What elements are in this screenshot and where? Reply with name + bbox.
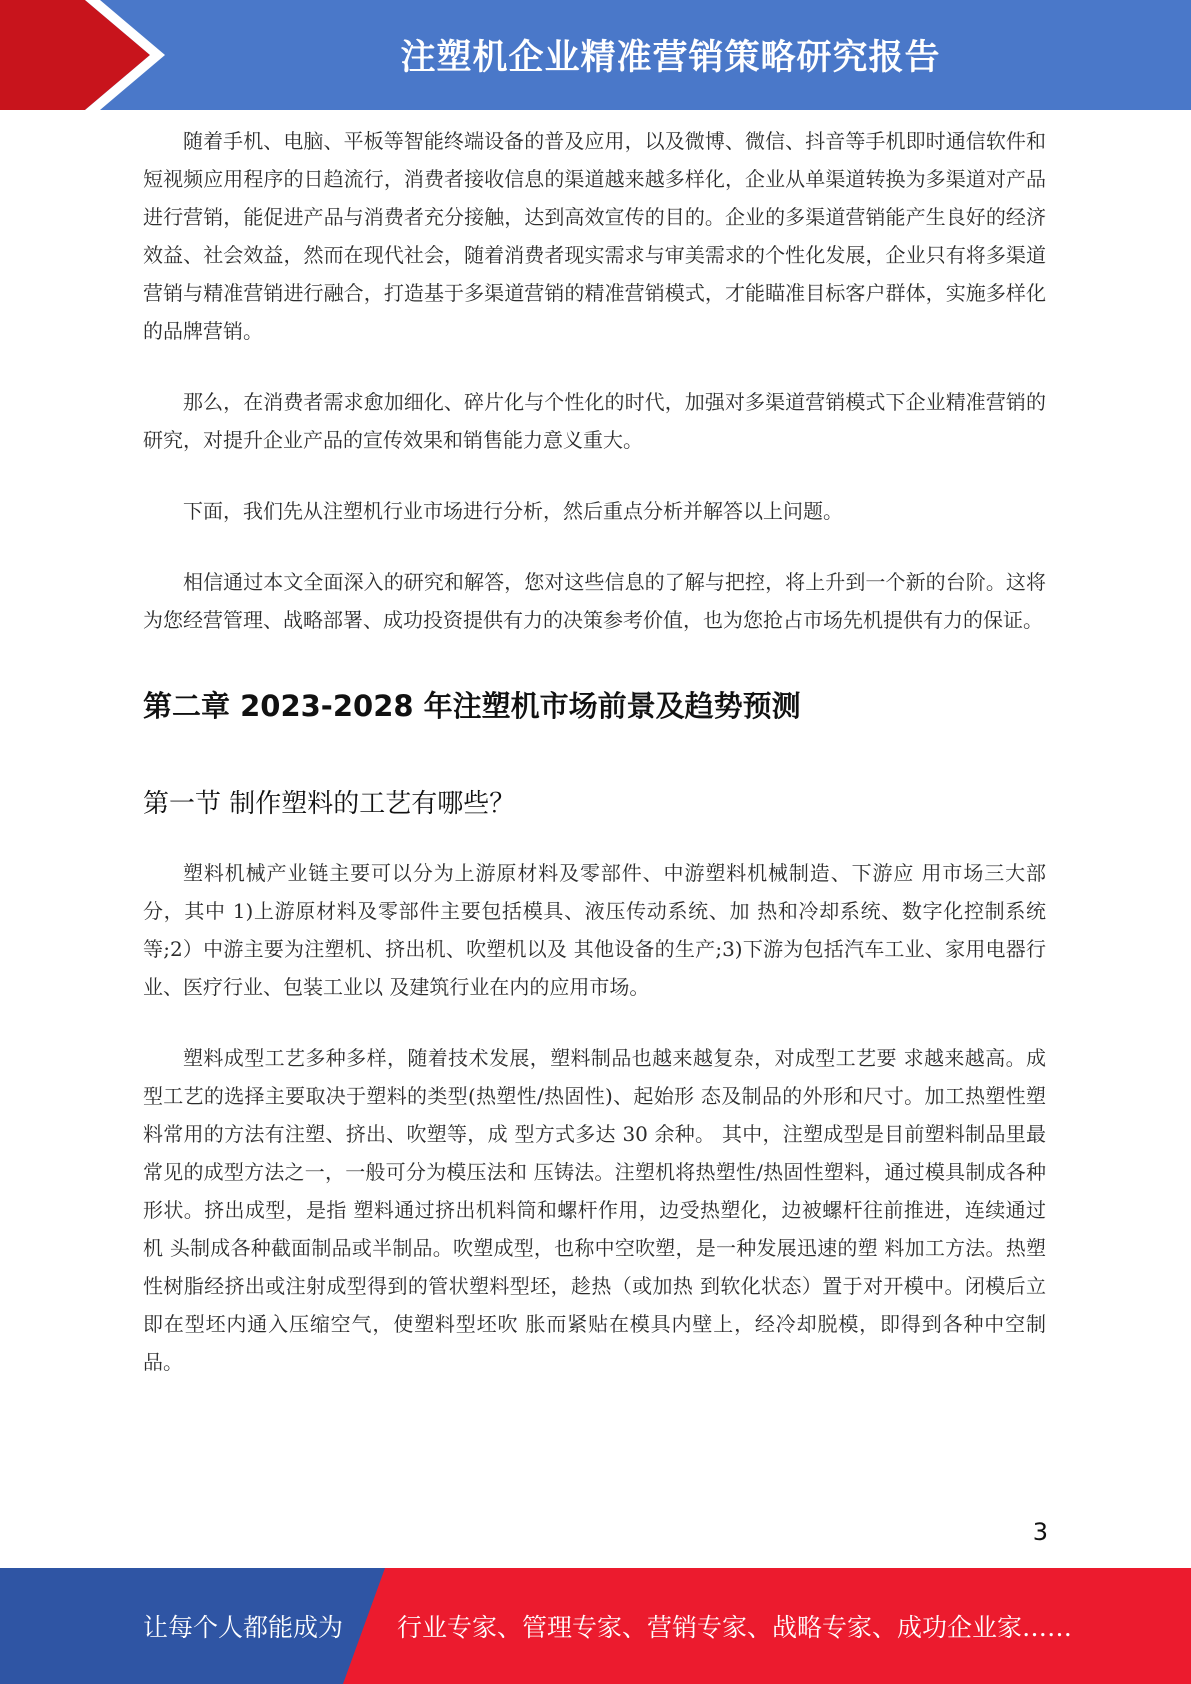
page-number: 3 [1032,1518,1048,1546]
page-header [0,0,1191,110]
intro-paragraph-4: 相信通过本文全面深入的研究和解答，您对这些信息的了解与把控，将上升到一个新的台阶。这将为您经营管理、战略部署、成功投资提供有力的决策参考价值，也为您抢占市场先机提供有力的保证。 [143,570,1046,632]
intro-paragraph-2: 那么，在消费者需求愈加细化、碎片化与个性化的时代，加强对多渠道营销模式下企业精准营销的研究，对提升企业产品的宣传效果和销售能力意义重大。 [143,390,1046,452]
section-paragraph-1: 塑料机械产业链主要可以分为上游原材料及零部件、中游塑料机械制造、下游应 用市场三大部分，其中 1)上游原材料及零部件主要包括模具、液压传动系统、加 热和冷却系统、数字化控制系统等;2）中游主要为注塑机、挤出机、吹塑机以及 其他设备的生产;3)下游为包括汽车工业、家用电器行业、医疗行业、包装工业以 及建筑行业在内的应用市场。 [143,861,1046,999]
page-footer [0,1568,1191,1684]
report-title: 注塑机企业精准营销策略研究报告 [400,38,941,78]
intro-paragraph-1: 随着手机、电脑、平板等智能终端设备的普及应用，以及微博、微信、抖音等手机即时通信软件和短视频应用程序的日趋流行，消费者接收信息的渠道越来越多样化，企业从单渠道转换为多渠道对产品进行营销，能促进产品与消费者充分接触，达到高效宣传的目的。企业的多渠道营销能产生良好的经济效益、社会效益，然而在现代社会，随着消费者现实需求与审美需求的个性化发展，企业只有将多渠道营销与精准营销进行融合，打造基于多渠道营销的精准营销模式，才能瞄准目标客户群体，实施多样化的品牌营销。 [143,129,1046,343]
footer-slogan-right: 行业专家、管理专家、营销专家、战略专家、成功企业家…… [397,1613,1073,1642]
section-paragraph-2: 塑料成型工艺多种多样，随着技术发展，塑料制品也越来越复杂，对成型工艺要 求越来越高。成型工艺的选择主要取决于塑料的类型(热塑性/热固性)、起始形 态及制品的外形和尺寸。加工热塑性塑料常用的方法有注塑、挤出、吹塑等，成 型方式多达 30 余种。 其中，注塑成型是目前塑料制品里最常见的成型方法之一，一般可分为模压法和 压铸法。注塑机将热塑性/热固性塑料，通过模具制成各种形状。挤出成型，是指 塑料通过挤出机料筒和螺杆作用，边受热塑化，边被螺杆往前推进，连续通过机 头制成各种截面制品或半制品。吹塑成型，也称中空吹塑，是一种发展迅速的塑 料加工方法。热塑性树脂经挤出或注射成型得到的管状塑料型坯，趁热（或加热 到软化状态）置于对开模中。闭模后立即在型坯内通入压缩空气，使塑料型坯吹 胀而紧贴在模具内壁上，经冷却脱模，即得到各种中空制品。 [143,1046,1046,1374]
document-body [143,122,1046,1381]
chapter-heading: 第二章 2023-2028 年注塑机市场前景及趋势预测 [143,689,801,723]
footer-slogan-left: 让每个人都能成为 [143,1613,344,1642]
section-heading: 第一节 制作塑料的工艺有哪些？ [143,789,516,819]
intro-paragraph-3: 下面，我们先从注塑机行业市场进行分析，然后重点分析并解答以上问题。 [183,499,843,523]
